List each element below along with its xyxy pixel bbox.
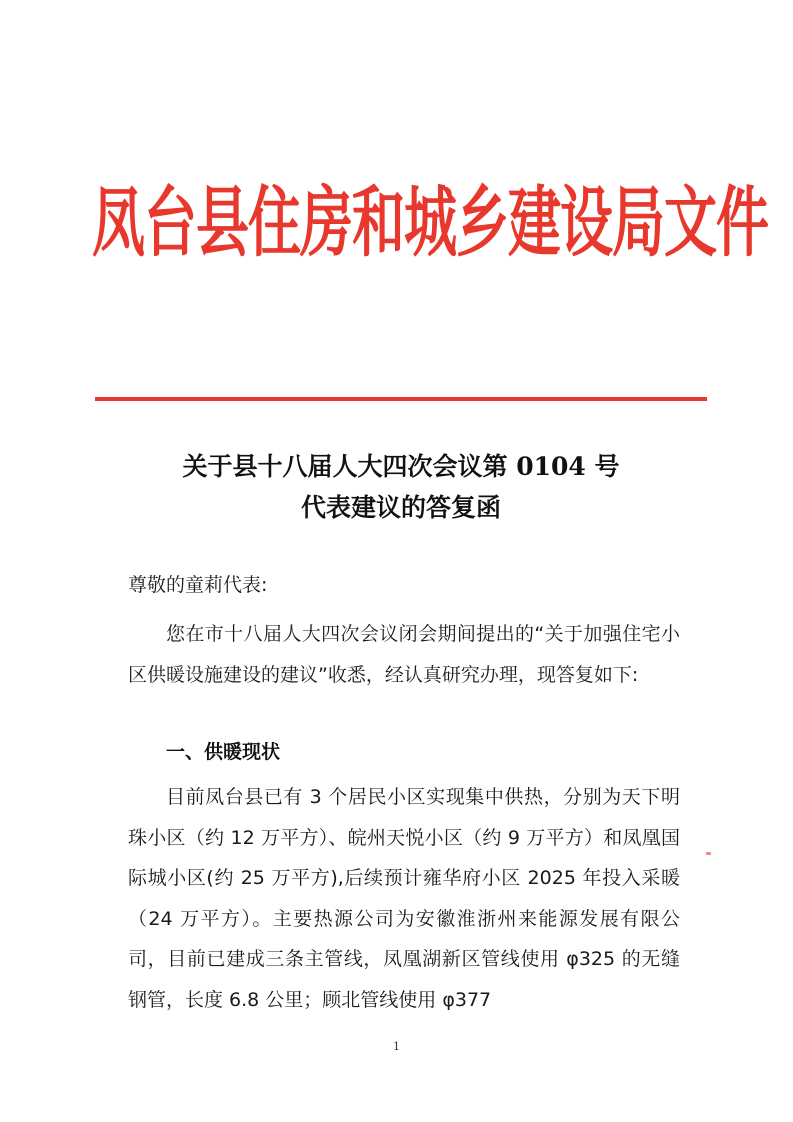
salutation: 尊敬的童莉代表: [128, 574, 268, 596]
red-divider-line [95, 397, 707, 401]
scan-speck [706, 852, 711, 855]
document-masthead: 凤台县住房和城乡建设局文件 [92, 178, 768, 268]
page-number: 1 [393, 1040, 400, 1053]
paragraph-heating-status: 目前凤台县已有 3 个居民小区实现集中供热，分别为天下明珠小区（约 12 万平方）、皖州天悦小区（约 9 万平方）和凤凰国际城小区(约 25 万平方),后续预计雍华府小区 2025 年投入采暖（24 万平方）。主要热源公司为安徽淮浙州来能源发展有限公司，目前已建成三条主管线，凤凰湖新区管线使用 φ325 的无缝钢管，长度 6.8 公里；顾北管线使用 φ377 [128, 786, 680, 1011]
section-heading-heating-status: 一、供暖现状 [166, 741, 281, 763]
paragraph-intro: 您在市十八届人大四次会议闭会期间提出的“关于加强住宅小区供暖设施建设的建议”收悉，经认真研究办理，现答复如下: [128, 623, 680, 686]
document-title-line-2: 代表建议的答复函 [300, 493, 501, 522]
document-title-line-1: 关于县十八届人大四次会议第 0104 号 [182, 452, 620, 481]
